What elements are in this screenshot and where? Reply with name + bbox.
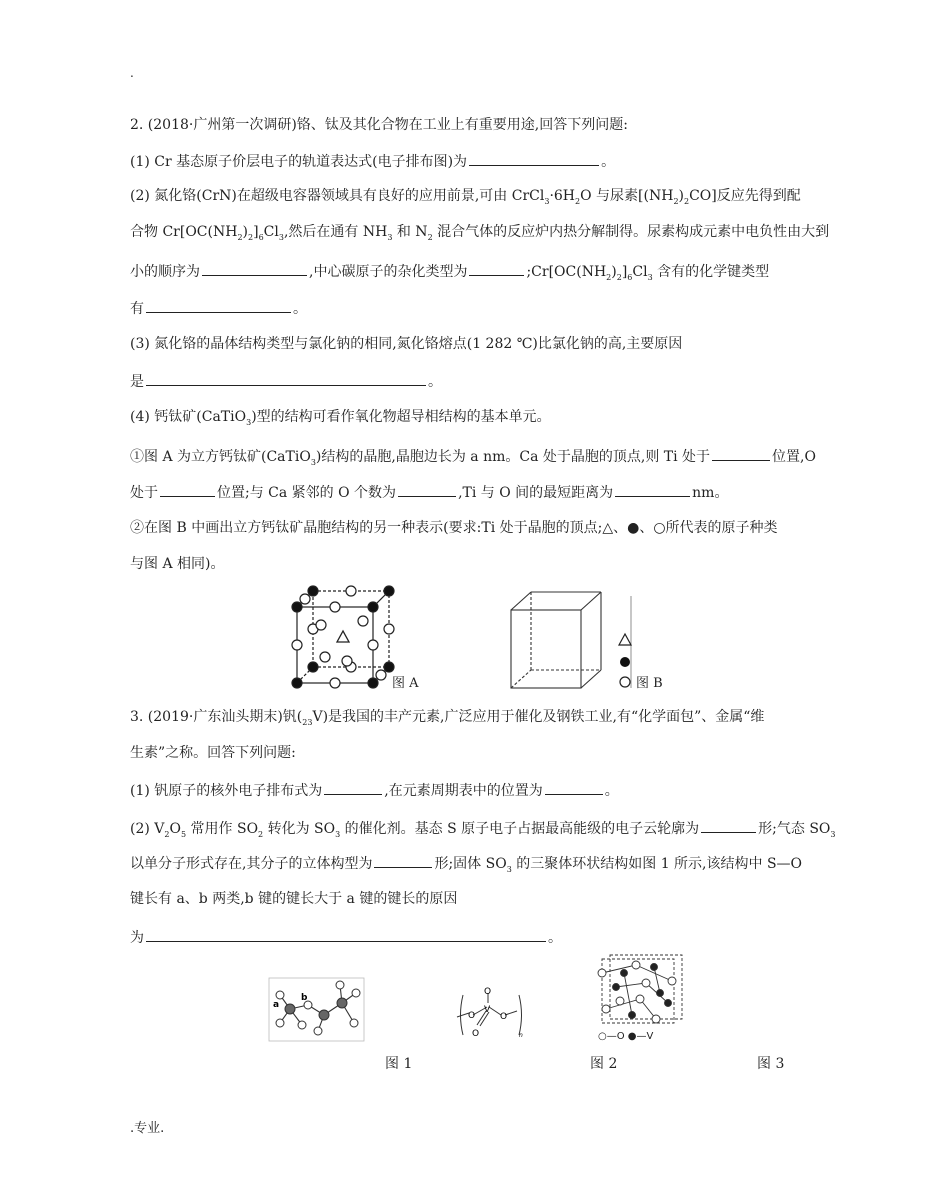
o-atom (314, 1027, 322, 1035)
bond (602, 965, 636, 973)
q3-part2-line4 (130, 927, 562, 947)
text: 以单分子形式存在,其分子的立体构型为 (130, 856, 373, 872)
text: ;Cr[OC(NH (526, 264, 607, 280)
bond (616, 983, 646, 987)
text: )结构的晶胞,晶胞边长为 a nm。Ca 处于晶胞的顶点,则 Ti 处于 (315, 449, 711, 465)
text: Cl (263, 224, 279, 240)
text: ) (611, 264, 617, 280)
vanadium-label: V (484, 1005, 491, 1015)
o-atom (276, 991, 284, 999)
subscript: 2 (427, 233, 433, 242)
answer-blank[interactable] (146, 298, 291, 313)
q2-part3-line2 (130, 371, 442, 391)
subscript: 2 (575, 197, 581, 206)
subscript: 2 (164, 830, 170, 839)
text: 转化为 SO (263, 821, 336, 837)
q2-part2-line2 (130, 223, 829, 241)
q3-part2-line1 (130, 818, 836, 838)
oxygen-bottom: O (472, 1029, 480, 1039)
text: ) (678, 188, 684, 204)
subscript: 2 (673, 197, 679, 206)
figure-3-legend: ○—O ●—V (598, 1031, 654, 1042)
q3-part2-line2 (130, 853, 802, 873)
subscript: 2 (606, 273, 612, 282)
q2-part2-line3 (130, 261, 769, 281)
text: 处于 (130, 485, 158, 501)
legend-black-circle (620, 657, 630, 667)
q2-part2-line4 (130, 298, 307, 318)
header-dot: . (130, 66, 134, 80)
text: ,然后在通有 NH (283, 224, 388, 240)
so3-trimer-figure-1 (268, 975, 366, 1045)
answer-blank[interactable] (374, 853, 432, 868)
o-atom (368, 640, 378, 650)
q2-title: 2. (2018·广州第一次调研)铬、钛及其化合物在工业上有重要用途,回答下列问题: (130, 117, 628, 133)
o-atom (336, 981, 344, 989)
o-atom (300, 594, 310, 604)
text: (2) V (130, 821, 165, 837)
answer-blank[interactable] (324, 780, 382, 795)
v-atom (657, 990, 664, 997)
o-atom (330, 678, 340, 688)
perovskite-cell-figure-a (285, 585, 420, 695)
subscript: 2 (237, 233, 243, 242)
o-atom (342, 656, 352, 666)
ca-atom (384, 662, 394, 672)
o-atom (376, 670, 386, 680)
text: 。 (293, 301, 307, 317)
oxygen-top: O (484, 987, 492, 997)
q2-part4-line2 (130, 446, 816, 466)
text: 含有的化学键类型 (652, 264, 770, 280)
text: 是 (130, 374, 144, 390)
figure-2-caption: 图 2 (590, 1056, 618, 1072)
o-atom (330, 602, 340, 612)
o-atom (632, 961, 640, 969)
subscript: 2 (248, 233, 254, 242)
text: 。 (428, 374, 442, 390)
text: CO]反应先得到配 (689, 188, 801, 204)
o-atom (292, 640, 302, 650)
q3-part1 (130, 780, 619, 800)
text: 合物 Cr[OC(NH (130, 224, 238, 240)
ti-atom-triangle (337, 631, 349, 642)
ca-atom (308, 586, 318, 596)
subscript: 2 (684, 197, 690, 206)
o-atom (384, 624, 394, 634)
bracket-right (519, 995, 522, 1035)
subscript: 3 (310, 458, 316, 467)
text: (4) 钙钛矿(CaTiO (130, 409, 247, 425)
text: )型的结构可看作氧化物超导相结构的基本单元。 (251, 409, 551, 425)
v-atom (665, 1000, 672, 1007)
v-atom (613, 984, 620, 991)
answer-blank[interactable] (146, 371, 426, 386)
s-atom (319, 1010, 329, 1020)
text: 位置;与 Ca 紧邻的 O 个数为 (217, 485, 397, 501)
text: ·6H (549, 188, 576, 204)
o-atom (602, 1005, 610, 1013)
footer-text: .专业. (130, 1121, 165, 1136)
text: 为 (130, 930, 144, 946)
subscript: 3 (335, 830, 341, 839)
answer-blank[interactable] (615, 482, 690, 497)
answer-blank[interactable] (146, 927, 546, 942)
o-atom (616, 997, 624, 1005)
vanadate-chain-figure-2 (455, 985, 530, 1045)
repeat-n: n (519, 1032, 523, 1039)
subscript: 3 (647, 273, 653, 282)
text: ) (242, 224, 248, 240)
v-atom (629, 1012, 636, 1019)
o-atom (598, 969, 606, 977)
text: 小的顺序为 (130, 264, 200, 280)
figure-a-label: 图 A (392, 676, 419, 691)
oxygen-right: O (500, 1012, 508, 1022)
o-atom (652, 1015, 660, 1023)
s-atom (285, 1004, 295, 1014)
text: ] (253, 224, 259, 240)
legend-triangle (619, 634, 631, 645)
crystal-structure-figure-3 (596, 953, 691, 1045)
text: 的催化剂。基态 S 原子电子占据最高能级的电子云轮廓为 (340, 821, 700, 837)
cube-edge (581, 592, 601, 610)
text: ,Ti 与 O 间的最短距离为 (458, 485, 614, 501)
cube-edge (511, 592, 531, 610)
answer-blank[interactable] (469, 261, 524, 276)
ca-atom (384, 586, 394, 596)
text: ,中心碳原子的杂化类型为 (309, 264, 468, 280)
figure-1-caption: 图 1 (385, 1056, 413, 1072)
q2-part1 (130, 151, 615, 171)
o-atom (352, 989, 360, 997)
text: 常用作 SO (186, 821, 259, 837)
o-atom (636, 995, 644, 1003)
text: 。 (548, 930, 562, 946)
text: 。 (604, 783, 619, 799)
v-atom (621, 970, 628, 977)
subscript: 3 (246, 418, 252, 427)
answer-blank[interactable] (160, 482, 215, 497)
subscript: 3 (387, 233, 393, 242)
text: 形;气态 SO (758, 821, 831, 837)
text: Cl (632, 264, 648, 280)
cube-figure-b (505, 590, 670, 695)
text: O 与尿素[(NH (580, 188, 674, 204)
text: 有 (130, 301, 144, 317)
q2-part4-line5: 与图 A 相同)。 (130, 556, 225, 572)
cube-hidden-edge (511, 670, 531, 688)
text: 3. (2019·广东汕头期末)钒( (130, 709, 303, 725)
cube-front-face (511, 610, 581, 688)
o-atom (298, 1021, 306, 1029)
oxygen-left: O (468, 1011, 476, 1021)
q2-part1-text: (1) Cr 基态原子价层电子的轨道表达式(电子排布图)为 (130, 154, 468, 170)
bond (654, 967, 660, 993)
figure-b-label: 图 B (636, 676, 663, 691)
text: O (169, 821, 181, 837)
o-atom (668, 977, 676, 985)
ca-atom (292, 678, 302, 688)
text: 混合气体的反应炉内热分解制得。尿素构成元素中电负性由大到 (432, 224, 830, 240)
bond-label-a: a (273, 1000, 280, 1010)
text: ,在元素周期表中的位置为 (384, 783, 543, 799)
q2-part4-line1 (130, 408, 551, 426)
figure-3-caption: 图 3 (757, 1056, 785, 1072)
text: (1) 钒原子的核外电子排布式为 (130, 783, 323, 799)
ca-atom (308, 662, 318, 672)
subscript: 5 (180, 830, 187, 839)
answer-blank[interactable] (701, 818, 756, 833)
answer-blank[interactable] (202, 261, 307, 276)
punct: 。 (601, 154, 616, 170)
text: ①图 A 为立方钙钛矿(CaTiO (130, 449, 311, 465)
subscript: 23 (302, 718, 313, 727)
text: 位置,O (772, 449, 816, 465)
subscript: 3 (278, 233, 284, 242)
text: V)是我国的丰产元素,广泛应用于催化及钢铁工业,有“化学面包”、金属“维 (312, 709, 765, 725)
q2-part3-line1: (3) 氮化铬的晶体结构类型与氯化钠的相同,氮化铬熔点(1 282 ℃)比氯化钠的高,主要原因 (130, 336, 683, 352)
cube-edge (581, 670, 601, 688)
subscript: 2 (616, 273, 622, 282)
q2-part2-line1 (130, 187, 801, 205)
text: nm。 (692, 485, 729, 501)
q3-title-line1 (130, 708, 764, 726)
text: (2) 氮化铬(CrN)在超级电容器领域具有良好的应用前景,可由 CrCl (130, 188, 545, 204)
text: 和 N (392, 224, 428, 240)
v-atom (651, 964, 658, 971)
o-atom (642, 979, 650, 987)
o-atom (316, 620, 326, 630)
ca-atom (368, 602, 378, 612)
answer-blank[interactable] (712, 446, 770, 461)
subscript: 6 (258, 233, 264, 242)
q3-title-line2: 生素”之称。回答下列问题: (130, 745, 296, 761)
subscript: 6 (627, 273, 633, 282)
bond (624, 973, 632, 1015)
text: 的三聚体环状结构如图 1 所示,该结构中 S—O (511, 856, 803, 872)
q2-part4-line3 (130, 482, 728, 502)
q3-part2-line3: 键长有 a、b 两类,b 键的键长大于 a 键的键长的原因 (130, 891, 458, 907)
o-atom (276, 1019, 284, 1027)
answer-blank[interactable] (398, 482, 456, 497)
o-atom (358, 616, 368, 626)
o-atom (320, 652, 330, 662)
answer-blank[interactable] (545, 780, 603, 795)
ca-atom (368, 678, 378, 688)
o-atom (346, 586, 356, 596)
subscript: 3 (506, 865, 512, 874)
ca-atom (292, 602, 302, 612)
text: 形;固体 SO (434, 856, 507, 872)
text: ] (621, 264, 628, 280)
answer-blank[interactable] (469, 151, 599, 166)
subscript: 3 (544, 197, 550, 206)
bond-label-b: b (301, 993, 308, 1003)
subscript: 2 (258, 830, 264, 839)
q2-part4-line4: ②在图 B 中画出立方钙钛矿晶胞结构的另一种表示(要求:Ti 处于晶胞的顶点;△、●、○所代表的原子种类 (130, 520, 778, 536)
o-atom (350, 1019, 358, 1027)
s-atom (337, 998, 347, 1008)
legend-white-circle (620, 677, 630, 687)
subscript: 3 (830, 830, 836, 839)
